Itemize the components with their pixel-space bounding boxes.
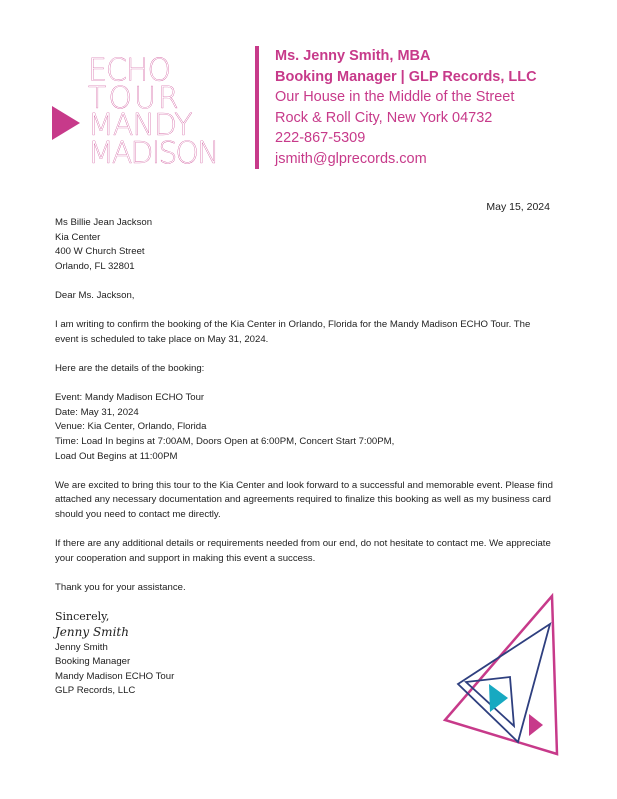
recipient-name: Ms Billie Jean Jackson <box>55 217 153 228</box>
detail-date: Date: May 31, 2024 <box>55 406 139 418</box>
sender-phone: 222-867-5309 <box>275 130 366 146</box>
play-triangle-icon <box>52 106 80 140</box>
sender-email: jsmith@glprecords.com <box>275 150 427 167</box>
sender-address-line2: Rock & Roll City, New York 04732 <box>275 109 493 126</box>
paragraph-requirements: If there are any additional details or requirements needed from our end, do not hesitate to contact me. We appreciate your cooperation and support in making this event a success. <box>55 538 551 564</box>
sender-address-line1: Our House in the Middle of the Street <box>275 89 515 105</box>
header-divider <box>255 46 259 169</box>
signer-company: GLP Records, LLC <box>55 685 136 697</box>
recipient-city: Orlando, FL 32801 <box>55 260 135 272</box>
paragraph-confirmation: I am writing to confirm the booking of the Kia Center in Orlando, Florida for the Mandy Madison ECHO Tour. The event is scheduled to take place on May 31, 2024. <box>55 319 531 345</box>
signature: Jenny Smith <box>55 624 129 639</box>
recipient-venue: Kia Center <box>55 231 101 243</box>
detail-venue: Venue: Kia Center, Orlando, Florida <box>55 421 207 433</box>
decorative-triangles-graphic <box>440 592 560 757</box>
detail-time: Time: Load In begins at 7:00AM, Doors Open at 6:00PM, Concert Start 7:00PM, <box>55 435 395 447</box>
sender-title: Booking Manager | GLP Records, LLC <box>275 68 537 85</box>
detail-event: Event: Mandy Madison ECHO Tour <box>55 392 205 404</box>
tour-logo <box>52 52 227 171</box>
logo-line-madison: MADISON <box>88 136 218 171</box>
letter-date: May 15, 2024 <box>486 201 550 213</box>
detail-load-out: Load Out Begins at 11:00PM <box>55 450 178 462</box>
logo-line-tour: TOUR <box>88 81 181 116</box>
details-intro: Here are the details of the booking: <box>55 362 205 374</box>
recipient-street: 400 W Church Street <box>55 246 145 258</box>
salutation: Dear Ms. Jackson, <box>55 289 135 301</box>
signer-tour: Mandy Madison ECHO Tour <box>55 670 175 682</box>
closing: Sincerely, <box>55 610 110 624</box>
thanks-line: Thank you for your assistance. <box>55 581 186 593</box>
logo-line-mandy: MANDY <box>88 108 192 143</box>
logo-line-echo: ECHO <box>88 52 171 89</box>
sender-name: Ms. Jenny Smith, MBA <box>275 48 431 64</box>
signer-name: Jenny Smith <box>55 641 108 653</box>
signer-role: Booking Manager <box>55 656 131 668</box>
sender-contact-block <box>275 46 537 169</box>
paragraph-excited: We are excited to bring this tour to the Kia Center and look forward to a successful and memorable event. Please find attached any necessary documentation and agreements required to finalize this booking as well as my business card should you need to contact me directly. <box>55 479 553 520</box>
